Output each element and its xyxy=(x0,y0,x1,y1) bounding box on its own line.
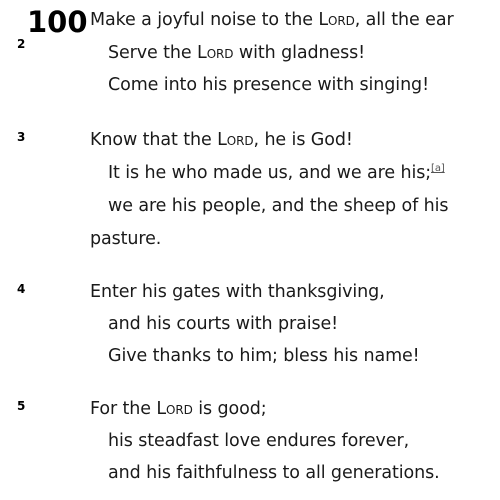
verse-number-2: 2 xyxy=(17,37,26,51)
footnote-link[interactable]: [a] xyxy=(431,163,445,175)
lord-small-caps: Lord xyxy=(156,399,193,419)
verse-4-line-3: Give thanks to him; bless his name! xyxy=(108,346,420,366)
chapter-number: 100 xyxy=(27,5,88,39)
verse-4-line-2: and his courts with praise! xyxy=(108,314,339,334)
verse-3-line-1: Know that the Lord, he is God! xyxy=(90,130,353,150)
verse-2-line-1: Serve the Lord with gladness! xyxy=(108,43,366,63)
verse-5-line-3: and his faithfulness to all generations. xyxy=(108,463,440,483)
verse-2-line-2: Come into his presence with singing! xyxy=(108,75,429,95)
verse-number-3: 3 xyxy=(17,130,26,144)
verse-4-line-1: Enter his gates with thanksgiving, xyxy=(90,282,385,302)
verse-3-line-4: pasture. xyxy=(90,229,162,249)
verse-number-5: 5 xyxy=(17,399,26,413)
lord-small-caps: Lord xyxy=(197,43,234,63)
verse-5-line-1: For the Lord is good; xyxy=(90,399,267,419)
lord-small-caps: Lord xyxy=(318,10,355,30)
verse-number-4: 4 xyxy=(17,282,26,296)
lord-small-caps: Lord xyxy=(217,130,254,150)
verse-1-line-1: Make a joyful noise to the Lord, all the ear xyxy=(90,10,454,30)
verse-5-line-2: his steadfast love endures forever, xyxy=(108,431,410,451)
verse-3-line-3: we are his people, and the sheep of his xyxy=(108,196,449,216)
verse-3-line-2: It is he who made us, and we are his;[a] xyxy=(108,163,445,183)
